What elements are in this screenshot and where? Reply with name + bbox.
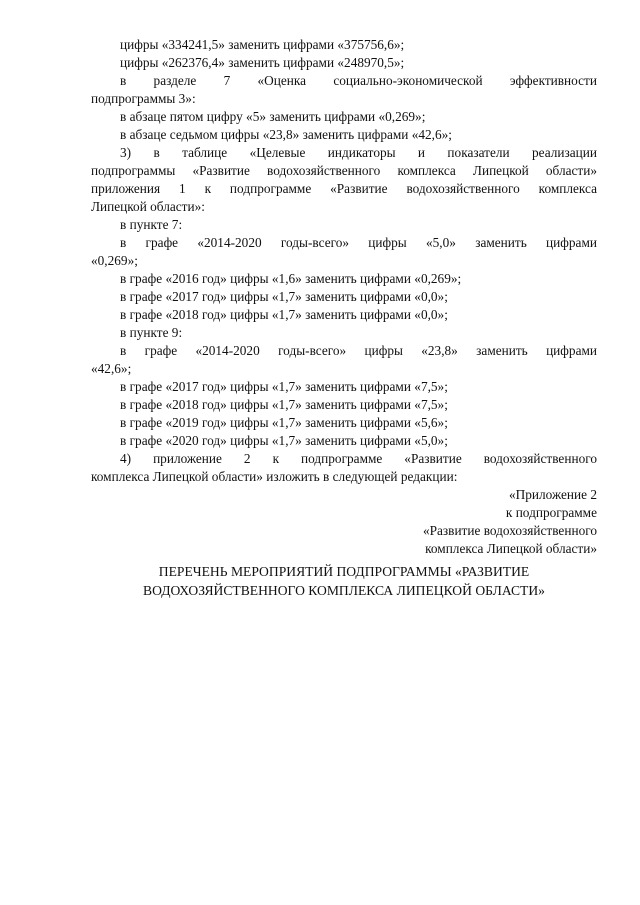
text-line: в графе «2017 год» цифры «1,7» заменить цифрами «7,5»; — [120, 379, 448, 394]
text-line: в пункте 7: — [120, 217, 183, 232]
text-line: в пункте 9: — [120, 325, 183, 340]
appendix-header — [91, 486, 597, 558]
appendix-header-line: к подпрограмме — [505, 505, 597, 520]
section-title — [91, 562, 597, 600]
text-line: в графе «2018 год» цифры «1,7» заменить цифрами «7,5»; — [120, 397, 448, 412]
text-line: приложения 1 к подпрограмме «Развитие водохозяйственного комплекса — [91, 181, 597, 196]
text-line: в графе «2016 год» цифры «1,6» заменить цифрами «0,269»; — [120, 271, 462, 286]
text-line: 3) в таблице «Целевые индикаторы и показатели реализации — [120, 145, 597, 160]
text-line: Липецкой области»: — [91, 199, 205, 214]
appendix-header-line: «Приложение 2 — [509, 487, 597, 502]
text-line: в графе «2018 год» цифры «1,7» заменить цифрами «0,0»; — [120, 307, 448, 322]
text-line: «0,269»; — [91, 253, 138, 268]
text-line: цифры «334241,5» заменить цифрами «375756,6»; — [120, 37, 405, 52]
text-line: цифры «262376,4» заменить цифрами «248970,5»; — [120, 55, 405, 70]
appendix-header-line: «Развитие водохозяйственного — [422, 523, 597, 538]
text-line: в графе «2020 год» цифры «1,7» заменить цифрами «5,0»; — [120, 433, 448, 448]
text-line: в абзаце седьмом цифры «23,8» заменить цифрами «42,6»; — [120, 127, 452, 142]
text-line: подпрограммы «Развитие водохозяйственного комплекса Липецкой области» — [91, 163, 597, 178]
appendix-header-line: комплекса Липецкой области» — [425, 541, 597, 556]
text-line: «42,6»; — [91, 361, 132, 376]
text-line: в графе «2014-2020 годы-всего» цифры «23,8» заменить цифрами — [120, 343, 597, 358]
text-line: в графе «2014-2020 годы-всего» цифры «5,0» заменить цифрами — [120, 235, 597, 250]
text-line: 4) приложение 2 к подпрограмме «Развитие водохозяйственного — [120, 451, 597, 466]
text-line: в абзаце пятом цифру «5» заменить цифрами «0,269»; — [120, 109, 426, 124]
text-line: в разделе 7 «Оценка социально-экономической эффективности — [120, 73, 597, 88]
text-line: в графе «2019 год» цифры «1,7» заменить цифрами «5,6»; — [120, 415, 448, 430]
text-line: комплекса Липецкой области» изложить в следующей редакции: — [91, 469, 458, 484]
title-line: ВОДОХОЗЯЙСТВЕННОГО КОМПЛЕКСА ЛИПЕЦКОЙ ОБЛАСТИ» — [143, 583, 545, 598]
document-page — [91, 36, 597, 600]
title-line: ПЕРЕЧЕНЬ МЕРОПРИЯТИЙ ПОДПРОГРАММЫ «РАЗВИТИЕ — [158, 564, 530, 579]
text-line: подпрограммы 3»: — [91, 91, 196, 106]
text-line: в графе «2017 год» цифры «1,7» заменить цифрами «0,0»; — [120, 289, 448, 304]
